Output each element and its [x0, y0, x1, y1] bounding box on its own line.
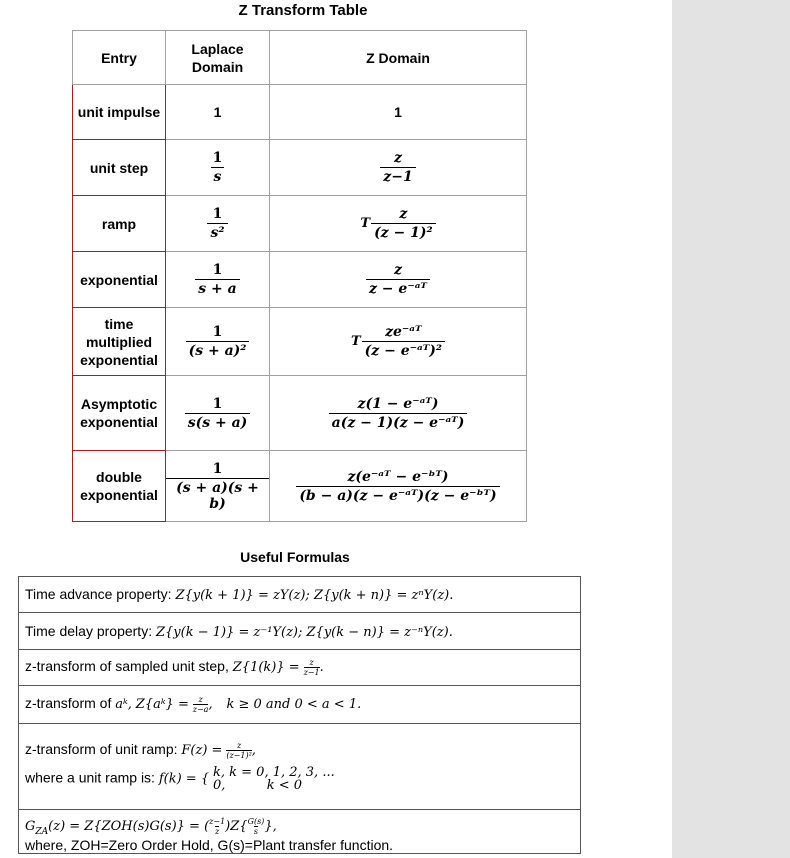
formulas-box: [18, 576, 581, 854]
fraction: [193, 695, 209, 714]
laplace-cell: [166, 252, 270, 308]
entry-cell: unit impulse: [73, 85, 166, 140]
formula-math: Z{y(k + 1)} = zY(z); Z{y(k + n)} = zⁿY(z).: [175, 588, 454, 603]
formula-label: Time advance property:: [25, 586, 172, 602]
z-cell: [270, 140, 527, 196]
formula-math: },: [264, 818, 277, 834]
cases: [213, 766, 335, 792]
fraction: [248, 817, 265, 836]
fraction: $\frac{1}{(s + a)(s + b)}$: [166, 461, 269, 512]
table-row: [73, 451, 527, 522]
formula-math: F(z) =: [181, 743, 223, 759]
formula-gza: [19, 810, 580, 853]
z-cell: [270, 376, 527, 451]
header-laplace: [166, 31, 270, 85]
formula-math: Z{aᵏ} =: [135, 697, 189, 713]
fraction: [226, 741, 251, 760]
header-z: Z Domain: [270, 31, 527, 85]
formula-line: z-transform of sampled unit step, Z{1(k)} = $\frac{z}{z-1}$ .: [25, 658, 324, 677]
table-row: [73, 85, 527, 140]
num: z: [198, 695, 203, 704]
den: s: [253, 826, 258, 836]
den: z−a: [192, 705, 209, 714]
fraction: [209, 817, 225, 836]
formula-line: z-transform of unit ramp: F(z) = $\frac{z}{\text{(z−1)²}}$ ,: [25, 741, 256, 760]
fraction: $\frac{z}{\text{z − e⁻ᵃᵀ}}$: [366, 262, 430, 297]
scrollbar-track[interactable]: [672, 0, 790, 858]
formula-math: aᵏ,: [115, 697, 132, 713]
den: z−1: [303, 668, 320, 677]
table-header-row: [73, 31, 527, 85]
z-cell: [270, 252, 527, 308]
formula-time-delay: [19, 613, 580, 650]
fraction: $\frac{z}{\text{(z − 1)²}}$: [371, 206, 436, 241]
formula-line: z-transform of aᵏ, Z{aᵏ} = $\frac{z}{z-a}$ , k ≥ 0 and 0 < a < 1.: [25, 695, 362, 714]
formula-math: )Z{: [225, 818, 248, 834]
formula-power: [19, 686, 580, 724]
formula-math: f(k) = {: [158, 771, 210, 787]
formula-math: k ≥ 0 and 0 < a < 1.: [226, 697, 362, 713]
formula-label: Time delay property:: [25, 622, 153, 639]
formula-label: z-transform of: [25, 695, 112, 712]
fraction: $\frac{\text{z(e⁻ᵃᵀ − e⁻ᵇᵀ)}}{\text{(b − a)(z − e⁻ᵃᵀ)(z − e⁻ᵇᵀ)}}$: [296, 469, 499, 504]
fraction: [304, 658, 320, 677]
z-cell: [270, 451, 527, 522]
fraction: $\frac{\text{ze⁻ᵃᵀ}}{\text{(z − e⁻ᵃᵀ)²}}$: [362, 324, 445, 359]
entry-cell: time multiplied exponential: [73, 308, 166, 376]
entry-cell: Asymptotic exponential: [73, 376, 166, 451]
table-row: [73, 196, 527, 252]
z-transform-table: [72, 30, 527, 522]
laplace-cell: 1: [166, 85, 270, 140]
formula-note: where, ZOH=Zero Order Hold, G(s)=Plant transfer function.: [25, 836, 394, 853]
table-row: [73, 252, 527, 308]
formula-line: [25, 586, 580, 603]
formula-math: Z{1(k)} =: [232, 660, 300, 676]
z-cell: T $\frac{\text{ze⁻ᵃᵀ}}{\text{(z − e⁻ᵃᵀ)²}}$: [270, 308, 527, 376]
num: z−1: [209, 816, 226, 826]
table-row: [73, 140, 527, 196]
laplace-cell: [166, 140, 270, 196]
useful-formulas-title: Useful Formulas: [240, 549, 350, 565]
laplace-cell: [166, 196, 270, 252]
laplace-cell: [166, 451, 270, 522]
formula-line: [25, 817, 580, 837]
fraction: $\frac{\text{z(1 − e⁻ᵃᵀ)}}{\text{a(z − 1)(z − e⁻ᵃᵀ)}}$: [329, 396, 468, 431]
fraction: $\frac{1}{\text{s²}}$: [207, 206, 227, 241]
entry-cell: double exponential: [73, 451, 166, 522]
header-entry: Entry: [73, 31, 166, 85]
formula-unit-ramp: [19, 724, 580, 810]
header-laplace-text: Laplace Domain: [191, 40, 244, 75]
num: z: [236, 741, 242, 750]
case: k, k = 0, 1, 2, 3, ...: [213, 765, 335, 780]
z-cell: 1: [270, 85, 527, 140]
table-row: [73, 308, 527, 376]
formula-line: [25, 623, 580, 640]
formula-math: G: [25, 818, 36, 834]
z-cell: T $\frac{z}{\text{(z − 1)²}}$: [270, 196, 527, 252]
formula-math: Z{y(k − 1)} = z⁻¹Y(z); Z{y(k − n)} = z⁻ⁿY(z).: [155, 624, 453, 640]
formula-label: where a unit ramp is:: [25, 769, 155, 786]
laplace-cell: [166, 308, 270, 376]
entry-cell: unit step: [73, 140, 166, 196]
fraction: $\frac{1}{s(s + a)}$: [185, 396, 251, 431]
entry-cell: ramp: [73, 196, 166, 252]
laplace-cell: [166, 376, 270, 451]
formula-unit-step: [19, 650, 580, 686]
entry-cell: exponential: [73, 252, 166, 308]
formula-time-advance: [19, 577, 580, 613]
table-row: [73, 376, 527, 451]
formula-math: (z) = Z{ZOH(s)G(s)} = (: [48, 818, 210, 834]
fraction: $\frac{1}{s}$: [210, 150, 226, 185]
num: z: [309, 658, 314, 667]
fraction: $\frac{z}{z-1}$: [380, 150, 415, 185]
formula-line: [25, 766, 580, 792]
formula-label: z-transform of unit ramp:: [25, 741, 178, 758]
den: z: [215, 826, 220, 836]
case: 0, k < 0: [213, 778, 303, 793]
den: (z−1)²: [226, 751, 252, 760]
formula-label: z-transform of sampled unit step,: [25, 658, 229, 675]
fraction: $\frac{1}{s + a}$: [195, 262, 239, 297]
page-title: Z Transform Table: [238, 2, 368, 19]
num: G(s): [247, 816, 265, 826]
formula-math: ZA: [35, 826, 49, 837]
fraction: $\frac{1}{\text{(s + a)²}}$: [186, 324, 250, 359]
